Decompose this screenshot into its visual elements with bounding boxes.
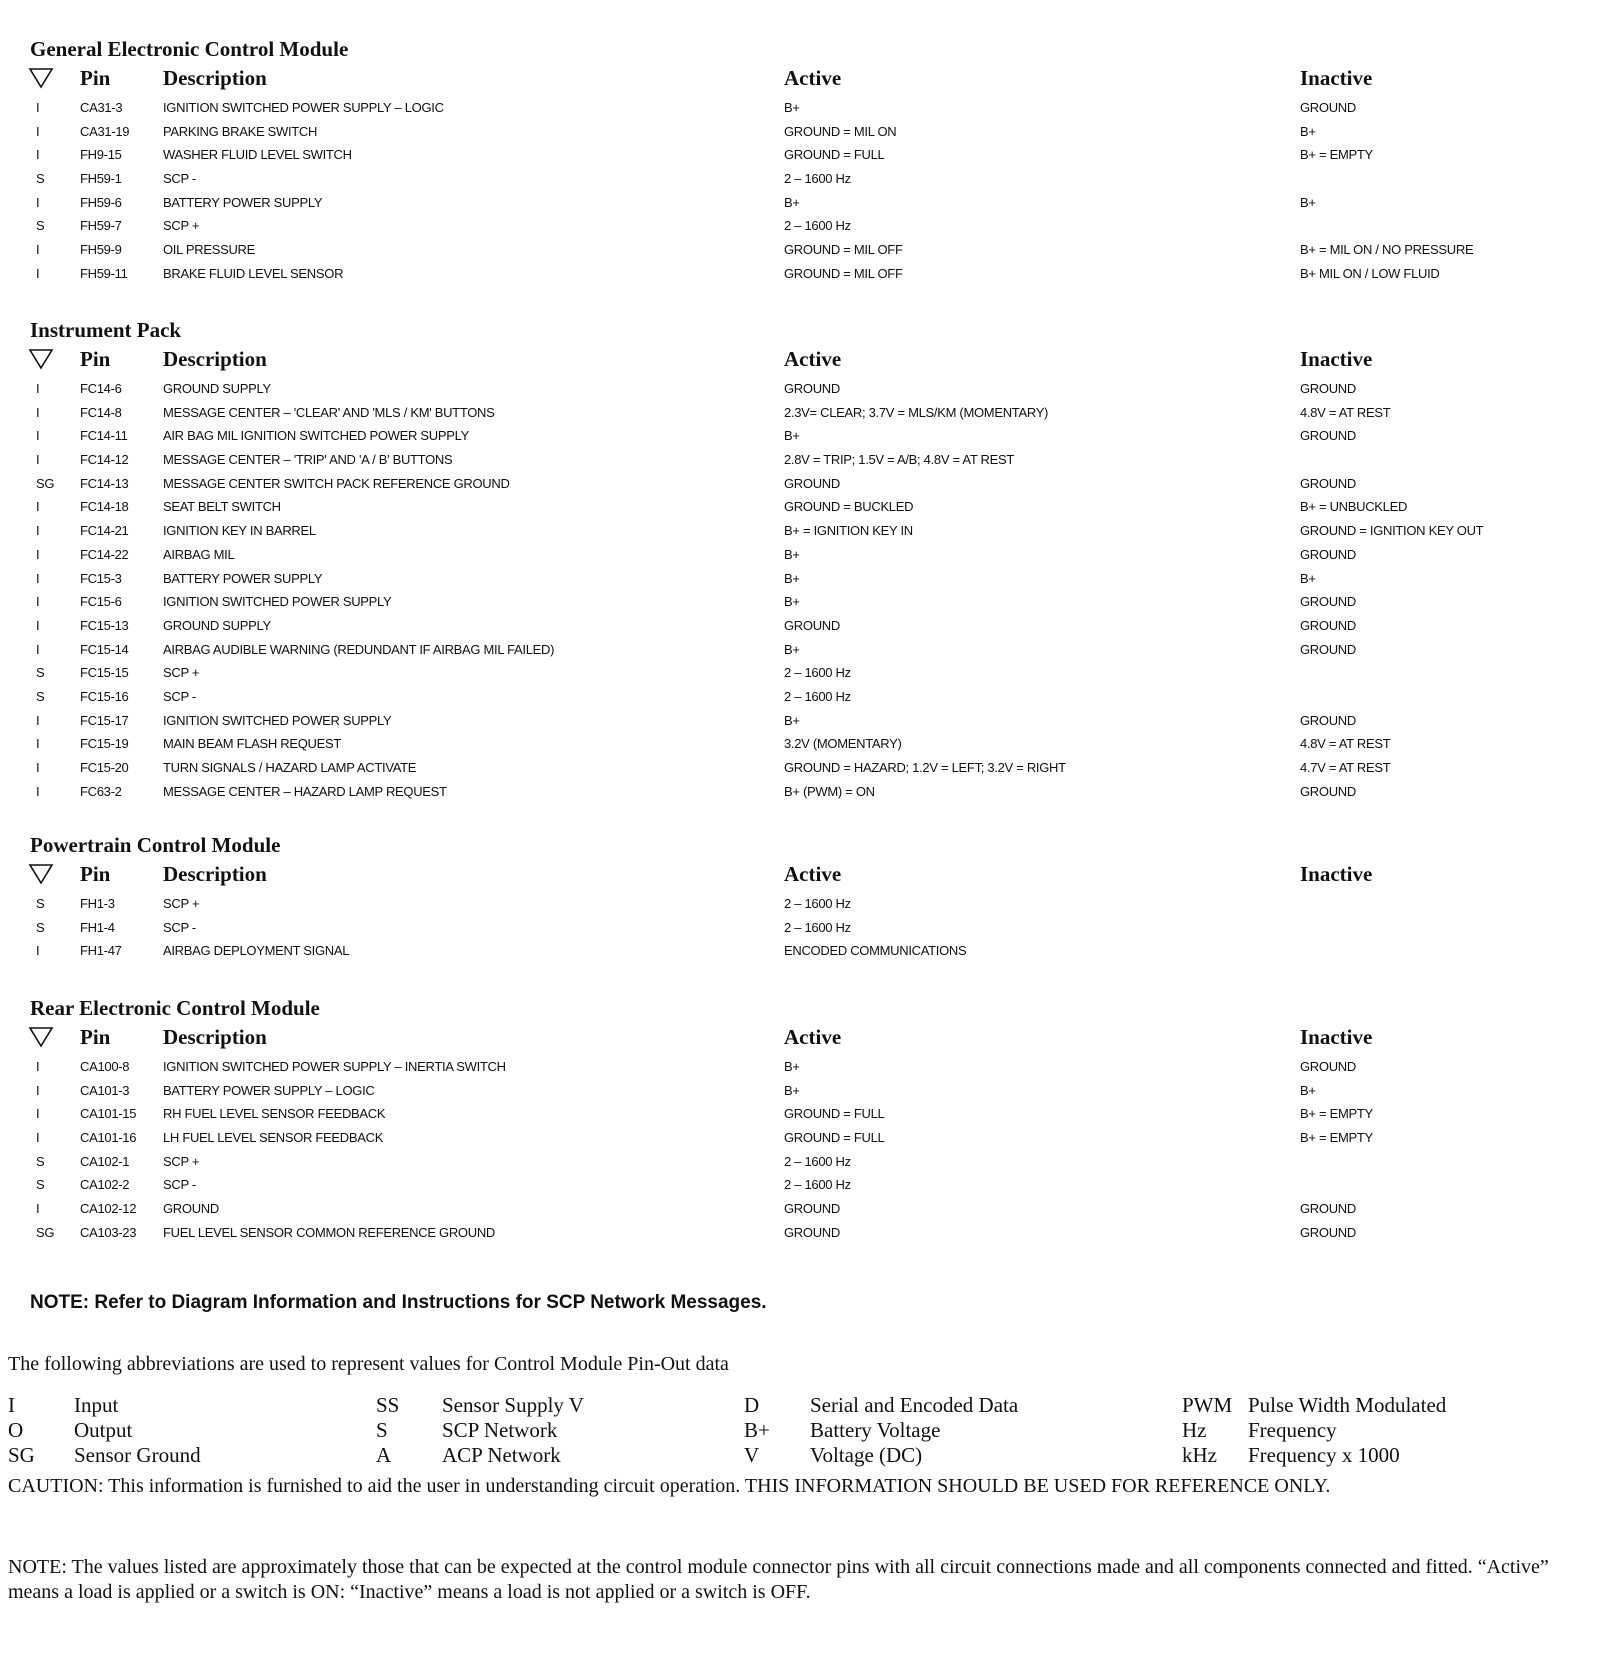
table-row	[30, 709, 1570, 733]
triangle-icon	[28, 347, 54, 371]
active-value: 2 – 1600 Hz	[784, 896, 851, 911]
header-description: Description	[163, 66, 267, 90]
pin-id: FC14-13	[80, 475, 129, 491]
table-header	[30, 1021, 1570, 1055]
pin-description: IGNITION SWITCHED POWER SUPPLY – LOGIC	[163, 100, 444, 115]
triangle-icon	[28, 66, 54, 90]
table-row	[30, 377, 1570, 401]
pin-type: SG	[36, 475, 55, 491]
abbreviation-key: Hz	[1182, 1418, 1207, 1442]
inactive-value: B+	[1300, 570, 1316, 586]
pin-id: FH59-9	[80, 242, 122, 258]
pin-description: RH FUEL LEVEL SENSOR FEEDBACK	[163, 1106, 386, 1122]
active-value: B+	[784, 1082, 800, 1098]
pin-description: SCP -	[163, 919, 196, 935]
inactive-value: B+ MIL ON / LOW FLUID	[1300, 265, 1440, 281]
final-note: NOTE: The values listed are approximately those that can be expected at the control module connector pins with all circuit connections made and all components connected and fitted. “Active” means a load is applied or a switch is ON: “Inactive” means a load is not applied or a switch is OFF.	[8, 1556, 1549, 1603]
table-row	[30, 424, 1570, 448]
table-row	[30, 1197, 1570, 1221]
pin-description: IGNITION SWITCHED POWER SUPPLY	[163, 594, 392, 610]
pin-type: I	[36, 570, 40, 586]
pin-id: FC15-3	[80, 570, 122, 586]
pin-description: AIRBAG AUDIBLE WARNING (REDUNDANT IF AIRBAG MIL FAILED)	[163, 641, 555, 657]
table-row	[30, 1126, 1570, 1150]
pin-id: FC14-8	[80, 404, 122, 420]
pin-description: AIRBAG MIL	[163, 546, 235, 562]
pin-description: SCP -	[163, 171, 196, 187]
pin-id: CA101-15	[80, 1106, 137, 1122]
pin-id: CA101-3	[80, 1082, 130, 1098]
table-row	[30, 96, 1570, 120]
section-title: General Electronic Control Module	[30, 37, 349, 61]
header-description: Description	[163, 862, 267, 886]
pin-id: FH1-3	[80, 896, 115, 911]
abbreviation-value: Input	[74, 1393, 119, 1417]
pin-type: S	[36, 665, 45, 681]
pin-type: I	[36, 546, 40, 562]
active-value: GROUND = FULL	[784, 1106, 885, 1122]
triangle-icon	[28, 862, 54, 886]
pin-type: I	[36, 404, 40, 420]
active-value: 2 – 1600 Hz	[784, 688, 851, 704]
active-value: B+	[784, 594, 800, 610]
inactive-value: B+ = EMPTY	[1300, 147, 1373, 163]
pin-type: I	[36, 1059, 40, 1074]
table-row	[30, 120, 1570, 144]
table-row	[30, 1173, 1570, 1197]
pin-type: I	[36, 428, 40, 444]
inactive-value: 4.8V = AT REST	[1300, 404, 1391, 420]
inactive-value: GROUND	[1300, 1224, 1356, 1240]
table-row	[30, 401, 1570, 425]
table-row	[30, 214, 1570, 238]
section-title: Rear Electronic Control Module	[30, 996, 320, 1020]
pin-description: BATTERY POWER SUPPLY – LOGIC	[163, 1082, 375, 1098]
abbreviation-value: Pulse Width Modulated	[1248, 1393, 1447, 1417]
header-pin: Pin	[80, 347, 111, 371]
inactive-value: B+	[1300, 123, 1316, 139]
active-value: B+	[784, 546, 800, 562]
abbreviation-value: Frequency x 1000	[1248, 1443, 1400, 1467]
inactive-value: GROUND	[1300, 783, 1356, 799]
pin-id: FC14-12	[80, 452, 129, 468]
pin-description: BATTERY POWER SUPPLY	[163, 194, 323, 210]
pin-id: CA31-3	[80, 100, 123, 115]
active-value: B+	[784, 194, 800, 210]
table-row	[30, 1102, 1570, 1126]
section-title: Powertrain Control Module	[30, 833, 281, 857]
table-header	[30, 62, 1570, 96]
abbreviation-value: SCP Network	[442, 1418, 558, 1442]
pin-description: SCP +	[163, 1153, 200, 1169]
inactive-value: GROUND = IGNITION KEY OUT	[1300, 523, 1484, 539]
pin-id: CA102-12	[80, 1201, 137, 1217]
abbreviation-key: B+	[744, 1418, 770, 1442]
active-value: GROUND	[784, 1201, 840, 1217]
table-row	[30, 167, 1570, 191]
header-active: Active	[784, 862, 842, 886]
table-row	[30, 756, 1570, 780]
active-value: B+ = IGNITION KEY IN	[784, 523, 913, 539]
pin-type: I	[36, 523, 40, 539]
table-row	[30, 614, 1570, 638]
abbreviation-value: Output	[74, 1418, 133, 1442]
inactive-value: B+	[1300, 1082, 1316, 1098]
inactive-value: GROUND	[1300, 100, 1356, 115]
abbreviation-key: SS	[376, 1393, 400, 1417]
pin-description: MESSAGE CENTER – 'CLEAR' AND 'MLS / KM' BUTTONS	[163, 404, 495, 420]
abbreviation-value: Serial and Encoded Data	[810, 1393, 1019, 1417]
active-value: 2 – 1600 Hz	[784, 919, 851, 935]
pin-description: OIL PRESSURE	[163, 242, 256, 258]
inactive-value: GROUND	[1300, 546, 1356, 562]
inactive-value: GROUND	[1300, 475, 1356, 491]
active-value: B+	[784, 1059, 800, 1074]
header-inactive: Inactive	[1300, 66, 1373, 90]
abbreviation-value: Sensor Supply V	[442, 1393, 584, 1417]
table-row	[30, 939, 1570, 963]
abbreviation-key: SG	[8, 1443, 35, 1467]
inactive-value: GROUND	[1300, 381, 1356, 396]
inactive-value: GROUND	[1300, 1201, 1356, 1217]
header-description: Description	[163, 1025, 267, 1049]
pin-type: I	[36, 943, 40, 959]
inactive-value: B+ = EMPTY	[1300, 1106, 1373, 1122]
pin-id: FH9-15	[80, 147, 122, 163]
table-row	[30, 448, 1570, 472]
active-value: 2.3V= CLEAR; 3.7V = MLS/KM (MOMENTARY)	[784, 404, 1049, 420]
abbreviation-value: Sensor Ground	[74, 1443, 201, 1467]
abbreviations-intro: The following abbreviations are used to represent values for Control Module Pin-Out data	[8, 1353, 729, 1375]
pin-type: S	[36, 1153, 45, 1169]
pin-id: FH59-1	[80, 171, 122, 187]
pin-type: I	[36, 594, 40, 610]
abbreviation-key: O	[8, 1418, 24, 1442]
pin-id: CA101-16	[80, 1130, 137, 1146]
header-description: Description	[163, 347, 267, 371]
pin-id: FC14-18	[80, 499, 129, 515]
table-row	[30, 191, 1570, 215]
inactive-value: GROUND	[1300, 617, 1356, 633]
pin-type: I	[36, 381, 40, 396]
pin-description: GROUND	[163, 1201, 219, 1217]
abbreviation-key: D	[744, 1393, 760, 1417]
inactive-value: GROUND	[1300, 712, 1356, 728]
table-row	[30, 685, 1570, 709]
inactive-value: GROUND	[1300, 641, 1356, 657]
active-value: 2 – 1600 Hz	[784, 1177, 851, 1193]
active-value: B+	[784, 641, 800, 657]
pin-type: I	[36, 617, 40, 633]
active-value: GROUND = BUCKLED	[784, 499, 914, 515]
pin-description: SCP -	[163, 1177, 196, 1193]
pin-id: FC15-15	[80, 665, 129, 681]
table-header	[30, 343, 1570, 377]
pin-id: FH59-7	[80, 218, 122, 234]
active-value: GROUND = MIL OFF	[784, 242, 903, 258]
scp-note: NOTE: Refer to Diagram Information and Instructions for SCP Network Messages.	[30, 1292, 767, 1313]
inactive-value: GROUND	[1300, 1059, 1356, 1074]
pin-description: AIR BAG MIL IGNITION SWITCHED POWER SUPPLY	[163, 428, 469, 444]
inactive-value: GROUND	[1300, 594, 1356, 610]
inactive-value: 4.7V = AT REST	[1300, 760, 1391, 775]
abbreviation-key: I	[8, 1393, 15, 1417]
active-value: B+ (PWM) = ON	[784, 783, 875, 799]
abbreviation-value: Voltage (DC)	[810, 1443, 923, 1467]
caution-text: CAUTION: This information is furnished to aid the user in understanding circuit operation. THIS INFORMATION SHOULD BE USED FOR REFERENCE ONLY.	[8, 1475, 1331, 1497]
pin-type: I	[36, 1082, 40, 1098]
abbreviation-key: S	[376, 1418, 388, 1442]
active-value: GROUND = MIL ON	[784, 123, 897, 139]
table-row	[30, 590, 1570, 614]
active-value: ENCODED COMMUNICATIONS	[784, 943, 967, 959]
table-row	[30, 780, 1570, 804]
pin-description: SCP +	[163, 665, 200, 681]
pin-type: I	[36, 499, 40, 515]
active-value: B+	[784, 428, 800, 444]
triangle-icon	[28, 1025, 54, 1049]
table-row	[30, 732, 1570, 756]
pin-type: I	[36, 123, 40, 139]
pin-type: I	[36, 736, 40, 752]
pin-description: GROUND SUPPLY	[163, 381, 271, 396]
active-value: 2 – 1600 Hz	[784, 1153, 851, 1169]
table-row	[30, 143, 1570, 167]
table-row	[30, 238, 1570, 262]
table-row	[30, 892, 1570, 916]
pin-description: FUEL LEVEL SENSOR COMMON REFERENCE GROUND	[163, 1224, 496, 1240]
pin-id: CA31-19	[80, 123, 130, 139]
pin-type: I	[36, 1106, 40, 1122]
active-value: GROUND	[784, 381, 840, 396]
inactive-value: B+ = EMPTY	[1300, 1130, 1373, 1146]
pin-description: SEAT BELT SWITCH	[163, 499, 281, 515]
pin-id: FH1-47	[80, 943, 122, 959]
header-inactive: Inactive	[1300, 862, 1373, 886]
pin-type: S	[36, 896, 45, 911]
table-row	[30, 1221, 1570, 1245]
abbreviation-key: A	[376, 1443, 392, 1467]
pin-type: I	[36, 783, 40, 799]
pin-id: CA103-23	[80, 1224, 137, 1240]
pin-description: AIRBAG DEPLOYMENT SIGNAL	[163, 943, 350, 959]
abbreviation-key: V	[744, 1443, 760, 1467]
abbreviation-value: Frequency	[1248, 1418, 1337, 1442]
pin-type: I	[36, 147, 40, 163]
active-value: 3.2V (MOMENTARY)	[784, 736, 902, 752]
active-value: 2 – 1600 Hz	[784, 665, 851, 681]
pin-type: I	[36, 712, 40, 728]
pin-type: S	[36, 1177, 45, 1193]
table-row	[30, 1150, 1570, 1174]
active-value: 2 – 1600 Hz	[784, 218, 851, 234]
pin-id: FH1-4	[80, 919, 115, 935]
pin-description: BATTERY POWER SUPPLY	[163, 570, 323, 586]
pin-description: GROUND SUPPLY	[163, 617, 271, 633]
pin-type: I	[36, 760, 40, 775]
pin-id: FC63-2	[80, 783, 122, 799]
pin-description: MESSAGE CENTER – 'TRIP' AND 'A / B' BUTTONS	[163, 452, 453, 468]
pin-id: CA102-2	[80, 1177, 130, 1193]
header-active: Active	[784, 347, 842, 371]
abbreviation-value: Battery Voltage	[810, 1418, 941, 1442]
table-header	[30, 858, 1570, 892]
pin-description: TURN SIGNALS / HAZARD LAMP ACTIVATE	[163, 760, 417, 775]
table-row	[30, 262, 1570, 286]
pin-description: IGNITION SWITCHED POWER SUPPLY	[163, 712, 392, 728]
pin-type: I	[36, 641, 40, 657]
section-title: Instrument Pack	[30, 318, 182, 342]
inactive-value: B+ = MIL ON / NO PRESSURE	[1300, 242, 1474, 258]
pin-description: SCP +	[163, 218, 200, 234]
pin-description: IGNITION SWITCHED POWER SUPPLY – INERTIA SWITCH	[163, 1059, 506, 1074]
inactive-value: B+ = UNBUCKLED	[1300, 499, 1408, 515]
pin-type: S	[36, 688, 45, 704]
pin-type: I	[36, 1201, 40, 1217]
pin-description: SCP -	[163, 688, 196, 704]
pin-description: SCP +	[163, 896, 200, 911]
pin-id: FC15-17	[80, 712, 129, 728]
table-row	[30, 567, 1570, 591]
table-row	[30, 1079, 1570, 1103]
table-row	[30, 519, 1570, 543]
header-pin: Pin	[80, 862, 111, 886]
section-0	[30, 36, 1570, 286]
pin-id: FC15-16	[80, 688, 129, 704]
pin-type: I	[36, 194, 40, 210]
pin-id: FC15-20	[80, 760, 129, 775]
active-value: GROUND = HAZARD; 1.2V = LEFT; 3.2V = RIGHT	[784, 760, 1066, 775]
pin-id: FC15-6	[80, 594, 122, 610]
pin-id: FH59-6	[80, 194, 122, 210]
active-value: B+	[784, 570, 800, 586]
inactive-value: GROUND	[1300, 428, 1356, 444]
inactive-value: 4.8V = AT REST	[1300, 736, 1391, 752]
abbreviation-key: PWM	[1182, 1393, 1233, 1417]
active-value: 2.8V = TRIP; 1.5V = A/B; 4.8V = AT REST	[784, 452, 1015, 468]
header-pin: Pin	[80, 66, 111, 90]
pin-type: I	[36, 1130, 40, 1146]
table-row	[30, 472, 1570, 496]
table-row	[30, 495, 1570, 519]
header-active: Active	[784, 1025, 842, 1049]
pin-id: FC14-11	[80, 428, 128, 444]
active-value: GROUND	[784, 1224, 840, 1240]
pin-id: FC15-19	[80, 736, 129, 752]
pin-description: IGNITION KEY IN BARREL	[163, 523, 316, 539]
header-pin: Pin	[80, 1025, 111, 1049]
abbreviation-key: kHz	[1182, 1443, 1217, 1467]
abbreviation-value: ACP Network	[442, 1443, 561, 1467]
active-value: B+	[784, 712, 800, 728]
table-row	[30, 661, 1570, 685]
pin-id: FC15-14	[80, 641, 129, 657]
table-row	[30, 638, 1570, 662]
pin-id: FC14-22	[80, 546, 129, 562]
pin-type: SG	[36, 1224, 55, 1240]
table-row	[30, 1055, 1570, 1079]
table-row	[30, 916, 1570, 940]
header-active: Active	[784, 66, 842, 90]
pin-description: PARKING BRAKE SWITCH	[163, 123, 318, 139]
pin-type: S	[36, 218, 45, 234]
pin-type: S	[36, 171, 45, 187]
pin-type: I	[36, 452, 40, 468]
header-inactive: Inactive	[1300, 347, 1373, 371]
active-value: GROUND	[784, 475, 840, 491]
active-value: GROUND	[784, 617, 840, 633]
pin-type: I	[36, 100, 40, 115]
active-value: GROUND = FULL	[784, 147, 885, 163]
header-inactive: Inactive	[1300, 1025, 1373, 1049]
pin-description: MESSAGE CENTER SWITCH PACK REFERENCE GROUND	[163, 475, 510, 491]
pin-type: I	[36, 242, 40, 258]
pin-description: LH FUEL LEVEL SENSOR FEEDBACK	[163, 1130, 384, 1146]
active-value: B+	[784, 100, 800, 115]
pin-description: MESSAGE CENTER – HAZARD LAMP REQUEST	[163, 783, 447, 799]
active-value: GROUND = FULL	[784, 1130, 885, 1146]
section-1	[30, 317, 1570, 803]
section-2	[30, 832, 1570, 963]
pin-description: MAIN BEAM FLASH REQUEST	[163, 736, 342, 752]
pin-id: CA102-1	[80, 1153, 130, 1169]
pin-id: FC15-13	[80, 617, 129, 633]
pin-description: BRAKE FLUID LEVEL SENSOR	[163, 265, 344, 281]
pin-id: CA100-8	[80, 1059, 130, 1074]
table-row	[30, 543, 1570, 567]
inactive-value: B+	[1300, 194, 1316, 210]
section-3	[30, 995, 1570, 1245]
active-value: 2 – 1600 Hz	[784, 171, 851, 187]
pin-id: FC14-6	[80, 381, 122, 396]
pin-id: FH59-11	[80, 265, 128, 281]
active-value: GROUND = MIL OFF	[784, 265, 903, 281]
pin-description: WASHER FLUID LEVEL SWITCH	[163, 147, 352, 163]
pin-id: FC14-21	[80, 523, 129, 539]
pin-type: S	[36, 919, 45, 935]
pin-type: I	[36, 265, 40, 281]
